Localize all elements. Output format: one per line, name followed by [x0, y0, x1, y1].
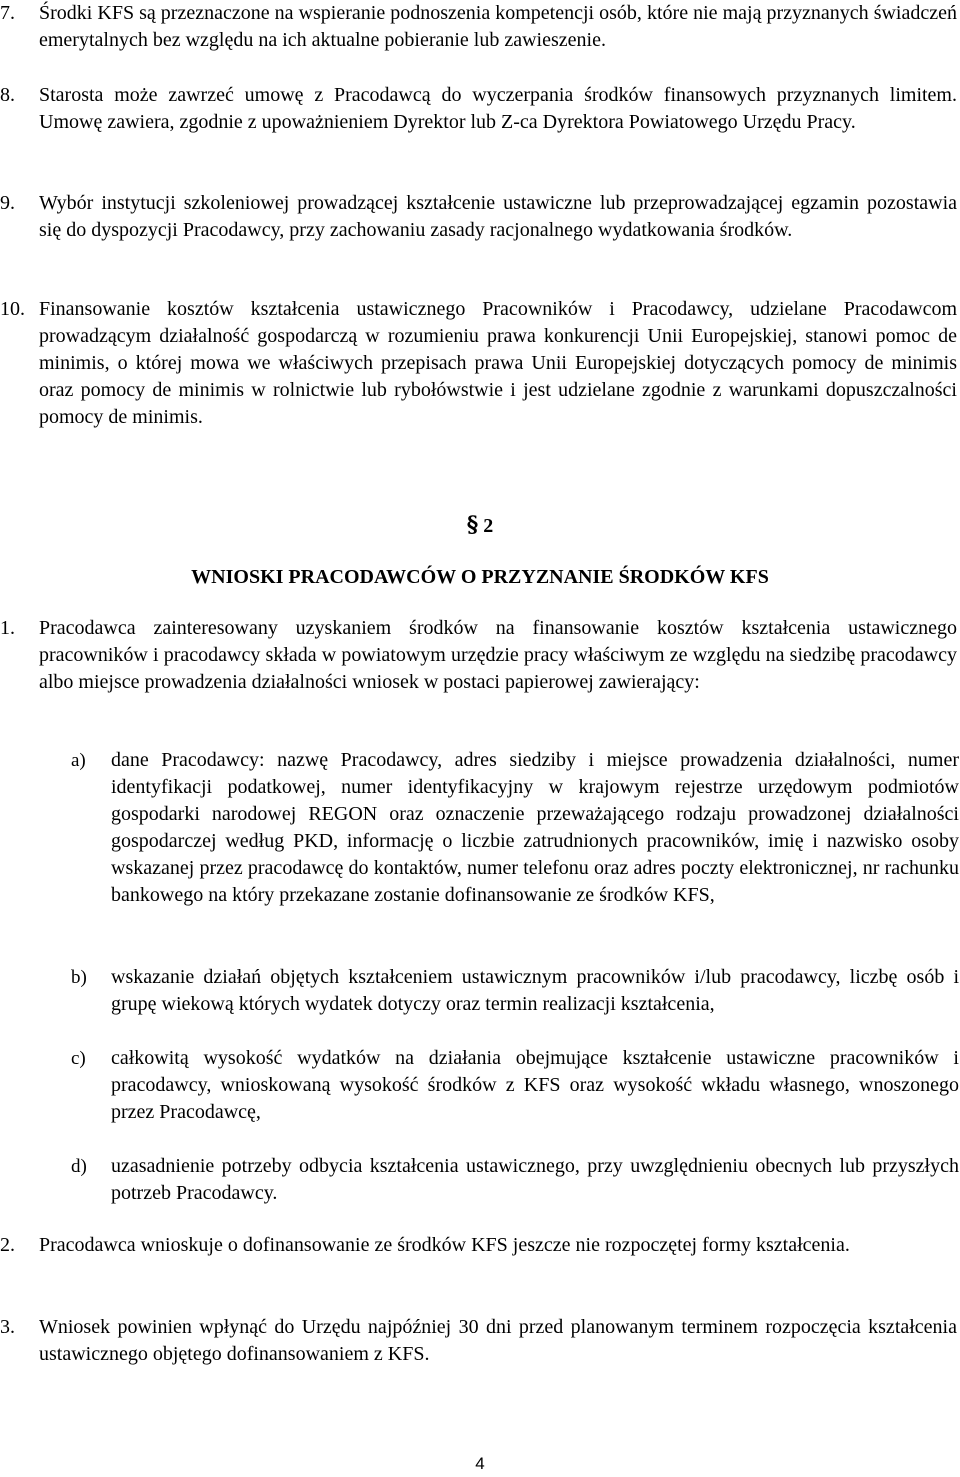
item-number: 3.	[0, 1316, 15, 1338]
section-heading-number	[0, 512, 960, 540]
item-number: 7.	[0, 2, 15, 24]
subitem-text: całkowitą wysokość wydatków na działania obejmujące kształcenie ustawiczne pracowników i pracodawcy, wnioskowaną wysokość środków z KFS oraz wysokość wkładu własnego, wnoszonego przez Pracodawcę,	[111, 1047, 959, 1123]
section-number: 2	[483, 515, 494, 537]
item-number: 2.	[0, 1234, 15, 1256]
item-text: Środki KFS są przeznaczone na wspieranie podnoszenia kompetencji osób, które nie mają przyznanych świadczeń emerytalnych bez względu na ich aktualne pobieranie lub zawieszenie.	[39, 2, 957, 51]
subitem-text: dane Pracodawcy: nazwę Pracodawcy, adres siedziby i miejsce prowadzenia działalności, numer identyfikacji podatkowej, numer identyfikacyjny w krajowym rejestrze urzędowym podmiotów gospodarki narodowej REGON oraz oznaczenie przeważającego rodzaju prowadzonej działalności gospodarczej według PKD, informację o liczbie zatrudnionych pracowników, imię i nazwisko osoby wskazanej przez pracodawcę do kontaktów, numer telefonu oraz adres poczty elektronicznej, nr rachunku bankowego na który przekazane zostanie dofinansowanie ze środków KFS,	[111, 749, 959, 906]
item-text: Pracodawca zainteresowany uzyskaniem środków na finansowanie kosztów kształcenia ustawicznego pracowników i pracodawcy składa w powiatowym urzędzie pracy właściwym ze względu na siedzibę pracodawcy albo miejsce prowadzenia działalności wniosek w postaci papierowej zawierający:	[39, 617, 957, 693]
subitem-text: uzasadnienie potrzeby odbycia kształcenia ustawicznego, przy uwzględnieniu obecnych lub przyszłych potrzeb Pracodawcy.	[111, 1155, 959, 1204]
item-text: Pracodawca wnioskuje o dofinansowanie ze środków KFS jeszcze nie rozpoczętej formy kształcenia.	[39, 1234, 850, 1256]
item-text: Wybór instytucji szkoleniowej prowadzącej kształcenie ustawiczne lub przeprowadzającej egzamin pozostawia się do dyspozycji Pracodawcy, przy zachowaniu zasady racjonalnego wydatkowania środków.	[39, 192, 957, 241]
paragraph-sign: §	[466, 512, 479, 538]
section-title: WNIOSKI PRACODAWCÓW O PRZYZNANIE ŚRODKÓW KFS	[191, 566, 769, 588]
subitem-text: wskazanie działań objętych kształceniem ustawicznym pracowników i/lub pracodawcy, liczbę osób i grupę wiekową których wydatek dotyczy oraz termin realizacji kształcenia,	[111, 966, 959, 1015]
subitem-label: a)	[71, 750, 86, 771]
item-number: 10.	[0, 298, 25, 320]
subitem-label: d)	[71, 1156, 87, 1177]
subitem-label: b)	[71, 967, 87, 988]
page-number: 4	[475, 1454, 485, 1473]
item-text: Wniosek powinien wpłynąć do Urzędu najpóźniej 30 dni przed planowanym terminem rozpoczęcia kształcenia ustawicznego objętego dofinansowaniem z KFS.	[39, 1316, 957, 1365]
item-number: 1.	[0, 617, 15, 639]
item-text: Finansowanie kosztów kształcenia ustawicznego Pracowników i Pracodawcy, udzielane Pracodawcom prowadzącym działalność gospodarczą w rozumieniu prawa konkurencji Unii Europejskiej, stanowi pomoc de minimis, o której mowa we właściwych przepisach prawa Unii Europejskiej dotyczących pomocy de minimis oraz pomocy de minimis w rolnictwie lub rybołówstwie i jest udzielane zgodnie z warunkami dopuszczalności pomocy de minimis.	[39, 298, 957, 428]
item-number: 9.	[0, 192, 15, 214]
item-number: 8.	[0, 84, 15, 106]
item-text: Starosta może zawrzeć umowę z Pracodawcą do wyczerpania środków finansowych przyznanych limitem. Umowę zawiera, zgodnie z upoważnieniem Dyrektor lub Z-ca Dyrektora Powiatowego Urzędu Pracy.	[39, 84, 957, 133]
subitem-label: c)	[71, 1048, 86, 1069]
